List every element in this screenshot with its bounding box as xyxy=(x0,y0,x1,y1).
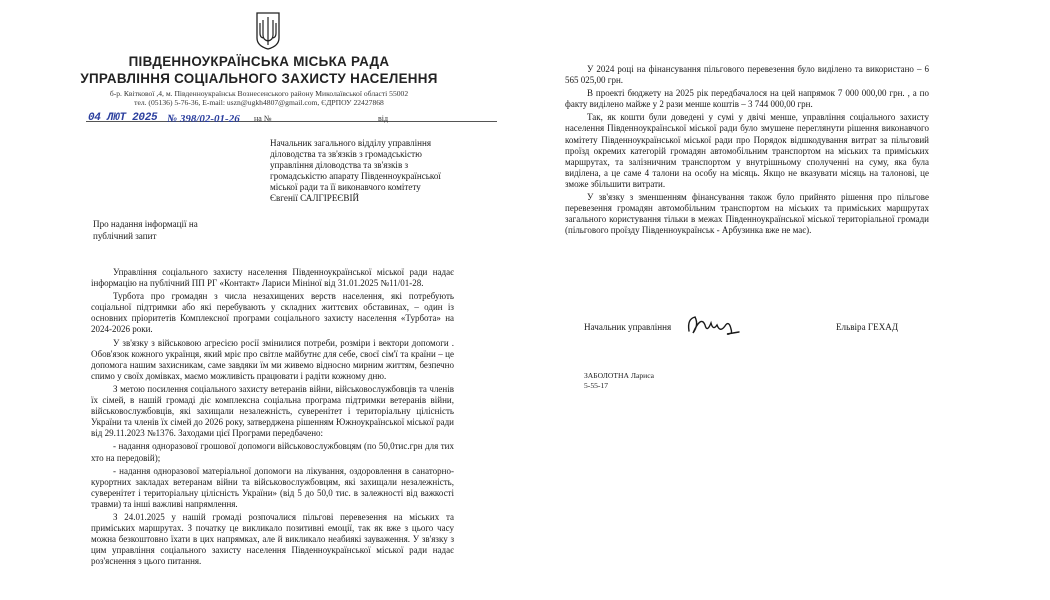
subject-line: публічний запит xyxy=(93,230,157,241)
addressee-line: міської ради та її виконавчого комітету xyxy=(270,182,421,193)
org-name-council: ПІВДЕННОУКРАЇНСЬКА МІСЬКА РАДА xyxy=(128,54,390,69)
body-paragraph: У зв'язку з зменшенням фінансування також було прийнято рішення про пільгове перевезення громадян автомобільним транспортом на міських та приміських маршрутах загального користування тільки в межах Південноукраїнської міської територіальної громади (пільгового проїзду Південноукраїнськ - Арбузинка вже не має). xyxy=(565,192,929,236)
addressee-name: Євгенії САЛГІРЕЄВІЙ xyxy=(270,193,360,204)
trident-emblem-icon xyxy=(255,11,281,51)
letter-body-left xyxy=(91,267,454,569)
signatory-position: Начальник управління xyxy=(584,322,672,332)
org-address: б-р. Квіткової ,4, м. Південноукраїнськ Вознесенського району Миколаївської області 55002 xyxy=(109,89,409,98)
executor-phone: 5-55-17 xyxy=(584,381,609,390)
body-paragraph: Турбота про громадян з числа незахищених верств населення, які потребують соціальної підтримки або які перебувають у складних життєвих обставинах, – один із основних пріоритетів Комплексної програми соціального захисту населення «Турбота» на 2024-2026 роки. xyxy=(91,291,454,335)
addressee-line: Начальник загального відділу управління xyxy=(270,138,432,148)
body-paragraph: З 24.01.2025 у нашій громаді розпочалися пільгові перевезення на міських та приміських маршрутах. З початку це викликало позитивні емоції, так як вже з цього часу можна безкоштовно їхати в цих напрямках, але й викликало неабиякі зауваження. У зв'язку з цим управління соціального захисту населення Південноукраїнської міської ради надає роз'яснення з цього питання. xyxy=(91,511,454,567)
addressee-line: діловодства та зв'язків з громадськістю xyxy=(270,149,422,160)
body-paragraph: Управління соціального захисту населення Південноукраїнської міської ради надає інформацію на публічний ПП РГ «Контакт» Лариси Мініної від 31.01.2025 №11/01-28. xyxy=(91,267,454,289)
body-paragraph: З метою посилення соціального захисту ветеранів війни, військовослужбовців та членів їх сімей, в нашій громаді діє комплексна соціальна програма підтримки ветеранів війни, військовослужбовців, які захищали незалежність, суверенітет і територіальну цілісність України та членів їх сімей до 2026 року, затверджена рішенням Южноукраїнської міської ради від 29.11.2023 №1376. Заходами цієї Програми передбачено: xyxy=(91,383,454,439)
registration-date-stamp: 04 ЛЮТ 2025 xyxy=(88,112,158,124)
signatory-name: Ельвіра ГЕХАД xyxy=(836,322,899,332)
body-paragraph: В проекті бюджету на 2025 рік передбачалося на цей напрямок 7 000 000,00 грн. , а по факту виділено майже у 2 рази менше коштів – 3 744 000,00 грн. xyxy=(565,88,929,110)
reference-date-label: від xyxy=(378,114,389,123)
letter-page-1 xyxy=(0,0,518,600)
addressee-line: громадськістю апарату Південноукраїнської xyxy=(270,171,441,182)
body-list-item: - надання одноразової грошової допомоги військовослужбовцям (по 50,0тис.грн для тих хто на передовій); xyxy=(91,441,454,463)
org-name-department: УПРАВЛІННЯ СОЦІАЛЬНОГО ЗАХИСТУ НАСЕЛЕННЯ xyxy=(80,71,438,86)
body-paragraph: Так, як кошти були доведені у сумі у двічі менше, управління соціального захисту населення Південноукраїнської міської ради було змушене переглянути рішення виконавчого комітету Південноукраїнської міської ради про Порядок відшкодування витрат за пільговий проїзд окремих категорій громадян автомобільним транспортом на міських та приміських маршрутах, та залізничним транспортом у внутрішньому сполученні на суму, яка була виділена, а це саме 4 талони на особу на місяць. Якщо не вказувати місяць на талонові, це зможе збільшити витрати. xyxy=(565,112,929,189)
subject-line: Про надання інформації на xyxy=(93,219,198,229)
registration-number: № 398/02-01-26 xyxy=(167,113,240,125)
reference-number-label: на № xyxy=(254,114,272,123)
body-paragraph: У зв'язку з військовою агресією росії змінилися потреби, розміри і вектори допомоги . Обов'язок кожного українця, який мріє про світле майбутнє для себе, своєї сім'ї та країни – це допомога нашим захисникам, саме завдяки їм ми живемо відносно мирним життям, безпечно спимо у своїх домівках, маємо можливість працювати і радіти кожному дню. xyxy=(91,337,454,381)
handwritten-signature xyxy=(683,311,743,339)
letter-body-right xyxy=(565,64,929,238)
body-paragraph: У 2024 році на фінансування пільгового перевезення було виділено та використано – 6 565 025,00 грн. xyxy=(565,64,929,86)
executor-name: ЗАБОЛОТНА Лариса xyxy=(584,371,655,380)
org-contacts: тел. (05136) 5-76-36, E-mail: uszn@ugkh4807@gmail.com, ЄДРПОУ 22427868 xyxy=(134,98,384,107)
reference-date-line xyxy=(395,121,497,122)
letter-page-2 xyxy=(518,0,1050,600)
addressee-line: управління діловодства та зв'язків з xyxy=(270,160,409,171)
letter-subject xyxy=(93,219,243,242)
body-list-item: - надання одноразової матеріальної допомоги на лікування, оздоровлення в санаторно-курортних закладах ветеранам війни та військовослужбовцям, які захищали незалежність, суверенітет і територіальну цілісність України» (від 5 до 50,0 тис. в залежності від важкості травми) та інші важливі напрямлення. xyxy=(91,465,454,509)
addressee-block xyxy=(270,138,478,205)
